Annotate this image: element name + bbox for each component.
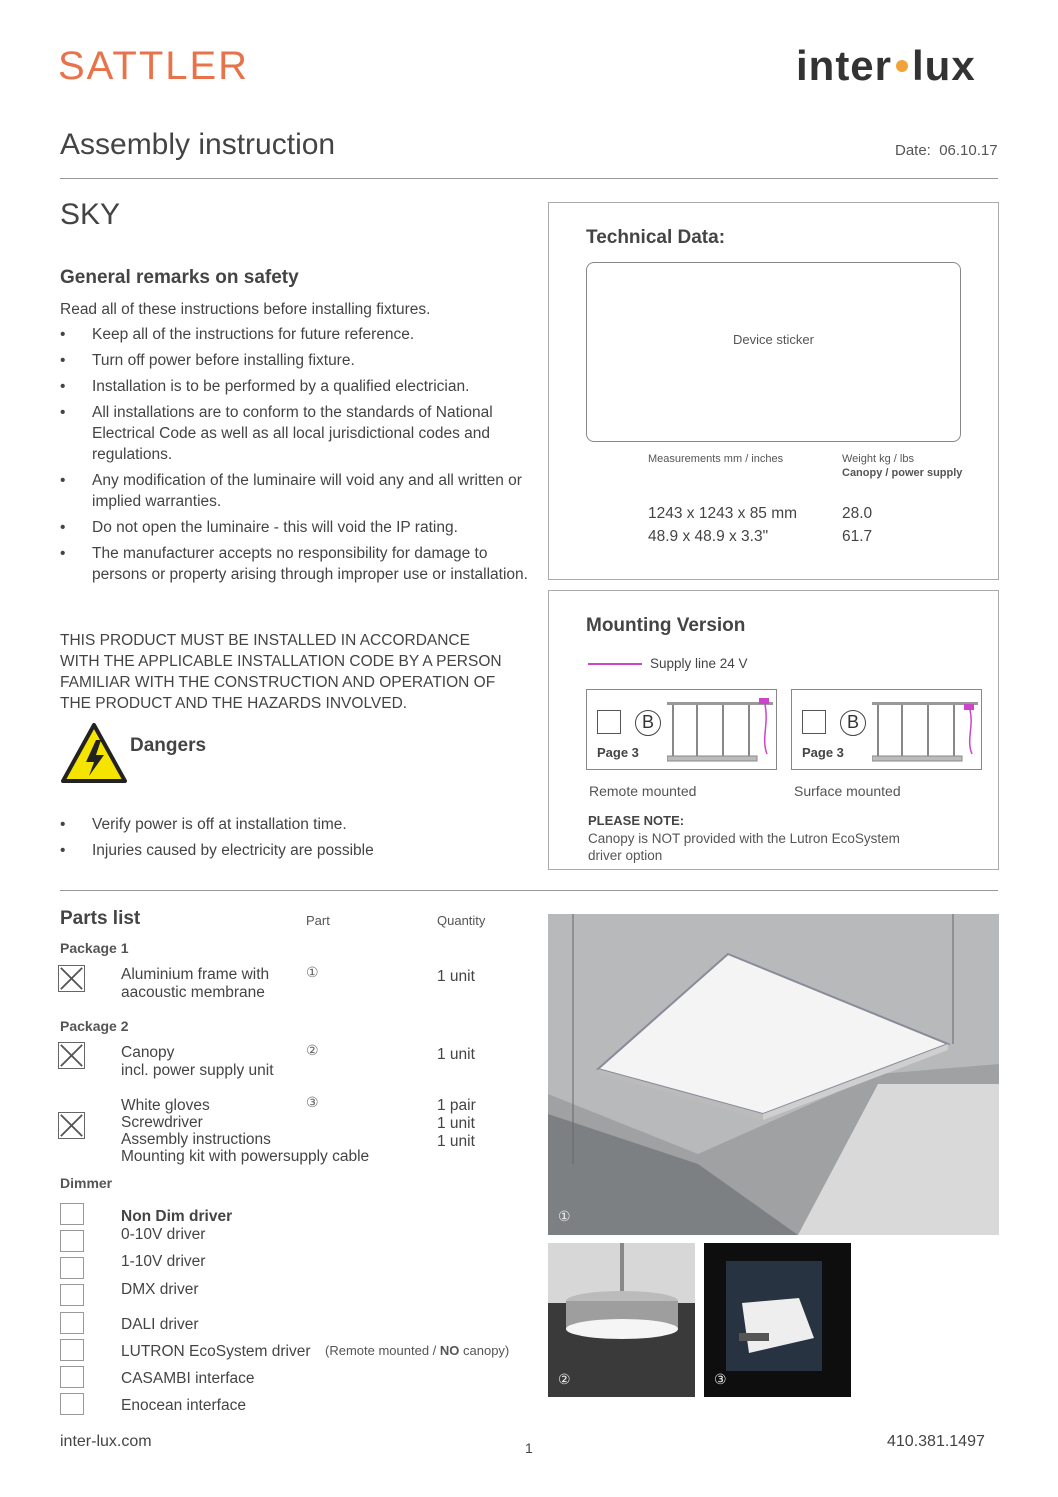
page-ref: Page 3 bbox=[597, 745, 639, 760]
technical-data-heading: Technical Data: bbox=[586, 227, 726, 248]
supply-line-swatch bbox=[588, 663, 642, 665]
frame-drawing-icon bbox=[872, 694, 980, 766]
weight-header: Weight kg / lbs bbox=[842, 453, 914, 465]
page-title: Assembly instruction bbox=[60, 128, 336, 161]
part-2-name: Canopy incl. power supply unit bbox=[121, 1044, 274, 1079]
device-sticker-label: Device sticker bbox=[733, 332, 814, 347]
driver-dali: DALI driver bbox=[121, 1316, 199, 1333]
photo-number: ① bbox=[558, 1208, 571, 1224]
driver-checkbox-casambi[interactable] bbox=[60, 1366, 84, 1388]
driver-checkbox-non-dim[interactable] bbox=[60, 1203, 84, 1225]
list-item: • All installations are to conform to the standards of National Electrical Code as well as all local jurisdictional codes and regulations. bbox=[60, 402, 530, 465]
list-item: • Verify power is off at installation time. bbox=[60, 814, 530, 835]
measure-mm: 1243 x 1243 x 85 mm bbox=[648, 505, 798, 522]
sattler-logo: SATTLER bbox=[58, 44, 250, 88]
list-item: • Do not open the luminaire - this will void the IP rating. bbox=[60, 517, 530, 538]
driver-casambi: CASAMBI interface bbox=[121, 1370, 255, 1387]
list-item: • Installation is to be performed by a qualified electrician. bbox=[60, 376, 530, 397]
part-3-names: White gloves Screwdriver Assembly instructions Mounting kit with powersupply cable bbox=[121, 1097, 370, 1165]
note-heading: PLEASE NOTE: bbox=[588, 813, 685, 828]
dimmer-label: Dimmer bbox=[60, 1175, 113, 1191]
interlux-logo: inter lux bbox=[796, 42, 976, 89]
photo-number: ③ bbox=[714, 1371, 727, 1387]
lutron-note: (Remote mounted / NO canopy) bbox=[325, 1343, 510, 1358]
driver-checkbox-1-10v[interactable] bbox=[60, 1257, 84, 1279]
safety-list bbox=[60, 324, 530, 590]
page-number: 1 bbox=[525, 1440, 533, 1456]
driver-lutron: LUTRON EcoSystem driver bbox=[121, 1343, 311, 1360]
remote-mounted-label: Remote mounted bbox=[589, 783, 697, 799]
frame-drawing-icon bbox=[667, 694, 775, 766]
driver-checkbox-dali[interactable] bbox=[60, 1312, 84, 1334]
driver-enocean: Enocean interface bbox=[121, 1397, 246, 1414]
safety-intro: Read all of these instructions before installing fixtures. bbox=[60, 301, 431, 318]
driver-checkbox-lutron[interactable] bbox=[60, 1339, 84, 1361]
logo-dot-icon bbox=[896, 60, 908, 72]
parts-heading: Parts list bbox=[60, 908, 141, 929]
header-divider bbox=[60, 178, 998, 179]
part-1-number: ① bbox=[306, 964, 319, 980]
part-2-number: ② bbox=[306, 1042, 319, 1058]
col-quantity: Quantity bbox=[437, 913, 486, 928]
product-photo-main bbox=[548, 914, 999, 1235]
date: Date: 06.10.17 bbox=[895, 142, 998, 159]
surface-mounted-label: Surface mounted bbox=[794, 783, 901, 799]
package-2-checkbox bbox=[58, 1042, 85, 1069]
section-divider bbox=[60, 890, 998, 891]
part-2-qty: 1 unit bbox=[437, 1046, 475, 1063]
mounting-heading: Mounting Version bbox=[586, 615, 746, 636]
product-name: SKY bbox=[60, 198, 121, 231]
ceiling-panel-illustration bbox=[548, 914, 999, 1235]
part-1-qty: 1 unit bbox=[437, 968, 475, 985]
note-text: Canopy is NOT provided with the Lutron EcoSystem driver option bbox=[588, 831, 900, 863]
footer-website[interactable]: inter-lux.com bbox=[60, 1433, 152, 1450]
list-item: • The manufacturer accepts no responsibility for damage to persons or property arising through improper use or installation. bbox=[60, 543, 530, 585]
dangers-list bbox=[60, 814, 530, 866]
measure-inches: 48.9 x 48.9 x 3.3" bbox=[648, 528, 769, 545]
supply-line-legend: Supply line 24 V bbox=[650, 656, 748, 671]
dangers-heading: Dangers bbox=[130, 735, 207, 756]
part-3-number: ③ bbox=[306, 1094, 319, 1110]
safety-heading: General remarks on safety bbox=[60, 267, 299, 288]
driver-1-10v: 1-10V driver bbox=[121, 1253, 206, 1270]
checkbox-icon bbox=[597, 710, 621, 734]
surface-mounted-diagram bbox=[791, 689, 982, 770]
weight-subheader: Canopy / power supply bbox=[842, 467, 963, 479]
weight-lbs: 61.7 bbox=[842, 528, 873, 545]
driver-0-10v: 0-10V driver bbox=[121, 1226, 206, 1243]
package-1-checkbox bbox=[58, 965, 85, 992]
measure-header: Measurements mm / inches bbox=[648, 453, 784, 465]
device-sticker-area bbox=[586, 262, 961, 442]
driver-non-dim: Non Dim driver bbox=[121, 1208, 233, 1225]
remote-mounted-diagram bbox=[586, 689, 777, 770]
weight-kg: 28.0 bbox=[842, 505, 873, 522]
product-photo-canopy bbox=[548, 1243, 695, 1397]
product-photo-accessories bbox=[704, 1243, 851, 1397]
package-3-checkbox bbox=[58, 1112, 85, 1139]
list-item: • Turn off power before installing fixture. bbox=[60, 350, 530, 371]
col-part: Part bbox=[306, 913, 330, 928]
part-3-qtys: 1 pair 1 unit 1 unit bbox=[437, 1097, 476, 1150]
driver-checkbox-0-10v[interactable] bbox=[60, 1230, 84, 1252]
part-1-name: Aluminium frame with aacoustic membrane bbox=[121, 966, 270, 1001]
checkbox-icon bbox=[802, 710, 826, 734]
badge-b-icon: B bbox=[635, 710, 661, 736]
list-item: • Any modification of the luminaire will void any and all written or implied warranties. bbox=[60, 470, 530, 512]
driver-checkbox-dmx[interactable] bbox=[60, 1284, 84, 1306]
photo-number: ② bbox=[558, 1371, 571, 1387]
warning-icon bbox=[60, 722, 128, 784]
package-1-label: Package 1 bbox=[60, 940, 129, 956]
driver-checkbox-enocean[interactable] bbox=[60, 1393, 84, 1415]
badge-b-icon: B bbox=[840, 710, 866, 736]
page-ref: Page 3 bbox=[802, 745, 844, 760]
list-item: • Keep all of the instructions for future reference. bbox=[60, 324, 530, 345]
footer-phone: 410.381.1497 bbox=[887, 1433, 985, 1450]
package-2-label: Package 2 bbox=[60, 1018, 129, 1034]
driver-dmx: DMX driver bbox=[121, 1281, 199, 1298]
installation-notice: THIS PRODUCT MUST BE INSTALLED IN ACCORDANCE WITH THE APPLICABLE INSTALLATION CODE BY A PERSON FAMILIAR WITH THE CONSTRUCTION AND OPERATION OF THE PRODUCT AND THE HAZARDS INVOLVED. bbox=[60, 632, 502, 712]
list-item: • Injuries caused by electricity are possible bbox=[60, 840, 530, 861]
